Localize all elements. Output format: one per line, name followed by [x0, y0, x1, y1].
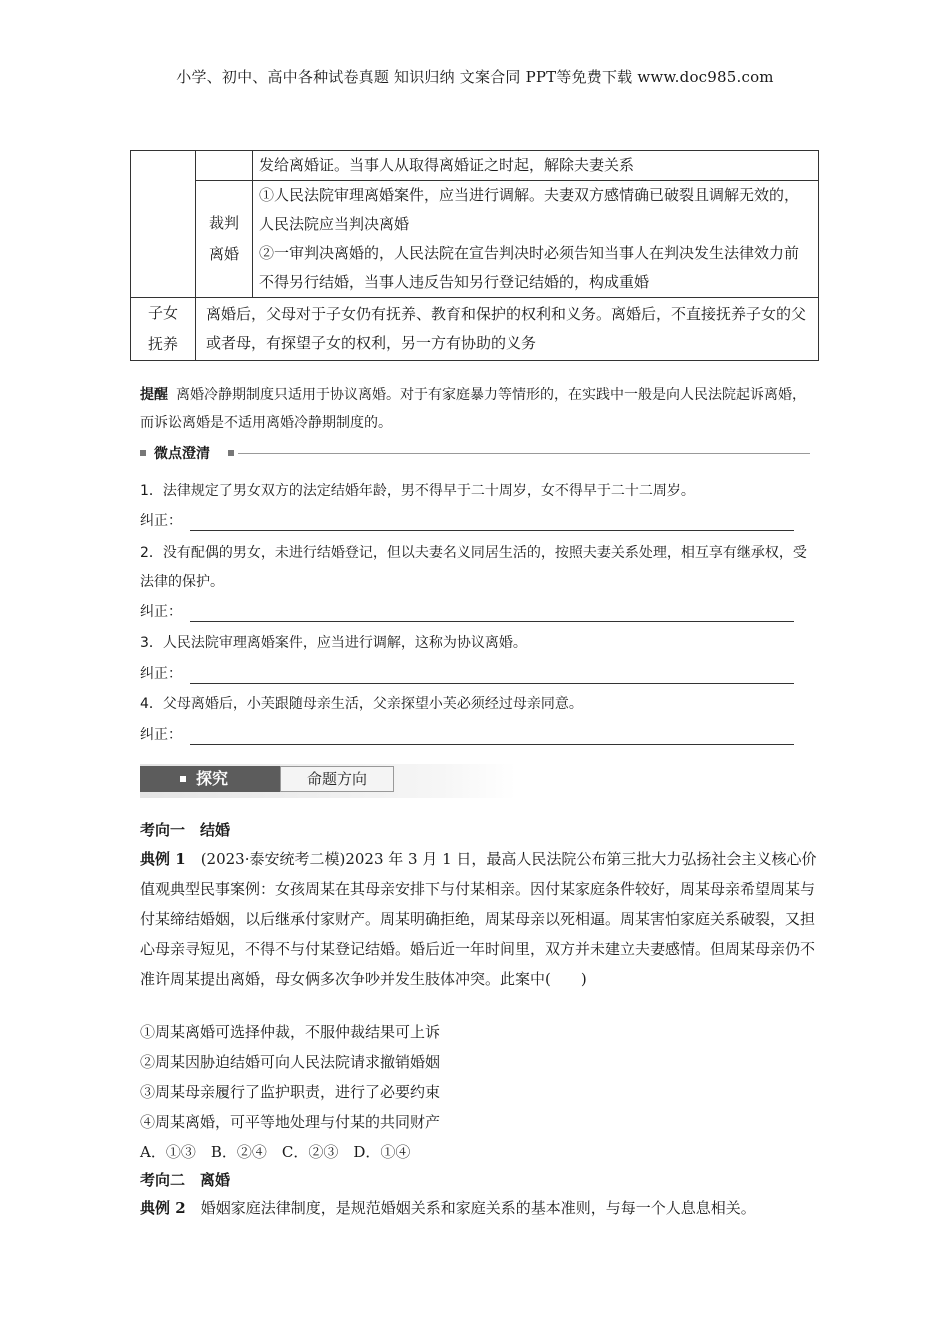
table-row	[131, 151, 819, 181]
correction-line	[140, 724, 182, 746]
correction-line	[140, 601, 182, 623]
clarify-item-2: 2．没有配偶的男女，未进行结婚登记，但以夫妻名义同居生活的，按照夫妻关系处理，相互享有继承权，受法律的保护。	[140, 545, 807, 590]
table-paragraph: ②一审判决离婚的，人民法院在宣告判决时必须告知当事人在判决发生法律效力前不得另行结婚，当事人违反告知另行登记结婚的，构成重婚	[259, 244, 800, 291]
square-bullet-icon	[140, 450, 146, 456]
clarify-item-1: 1．法律规定了男女双方的法定结婚年龄，男不得早于二十周岁，女不得早于二十二周岁。	[140, 483, 695, 499]
clarify-item-3: 3．人民法院审理离婚案件，应当进行调解，这称为协议离婚。	[140, 635, 527, 651]
direction-1-title: 考向一 结婚	[140, 821, 231, 839]
table-cell: 发给离婚证。当事人从取得离婚证之时起，解除夫妻关系	[253, 151, 819, 181]
banner-direction: 命题方向	[280, 766, 394, 792]
option-item: ②周某因胁迫结婚可向人民法院请求撤销婚姻	[140, 1053, 441, 1071]
row-label-judicial-divorce: 裁判离婚	[208, 214, 239, 263]
table-cell-empty	[196, 151, 253, 181]
option-item: ①周某离婚可选择仲裁，不服仲裁结果可上诉	[140, 1023, 441, 1041]
answer-blank[interactable]	[190, 530, 794, 531]
correction-label: 纠正：	[140, 666, 182, 682]
options-list	[140, 1017, 820, 1167]
correction-label: 纠正：	[140, 513, 182, 529]
correction-label: 纠正：	[140, 727, 182, 743]
row-label-child-support: 子女抚养	[147, 304, 178, 353]
example-2-text: 婚姻家庭法律制度，是规范婚姻关系和家庭关系的基本准则，与每一个人息息相关。	[200, 1199, 756, 1217]
direction-2-title: 考向二 离婚	[140, 1171, 231, 1189]
section-header-clarify	[140, 444, 810, 464]
page-header: 小学、初中、高中各种试卷真题 知识归纳 文案合同 PPT等免费下载 www.doc985.com	[176, 68, 774, 86]
correction-line	[140, 510, 182, 532]
banner-explore	[140, 766, 280, 792]
banner-explore-label: 探究	[196, 769, 229, 788]
square-bullet-icon	[180, 776, 186, 782]
square-bullet-icon	[228, 450, 234, 456]
option-item: ④周某离婚，可平等地处理与付某的共同财产	[140, 1113, 441, 1131]
table-row	[131, 181, 819, 298]
example-1	[140, 844, 820, 994]
correction-line	[140, 663, 182, 685]
table-row-label	[196, 181, 253, 298]
correction-label: 纠正：	[140, 604, 182, 620]
answer-blank[interactable]	[190, 621, 794, 622]
table-row-label	[131, 298, 196, 361]
reminder-note	[140, 381, 812, 437]
explore-banner	[140, 764, 516, 798]
reminder-label: 提醒	[140, 387, 168, 403]
table-row	[131, 298, 819, 361]
table-cell: 离婚后，父母对于子女仍有抚养、教育和保护的权利和义务。离婚后，不直接抚养子女的父或者母，有探望子女的权利，另一方有协助的义务	[196, 298, 819, 361]
divider	[238, 453, 810, 454]
example-2-label: 典例 2	[140, 1199, 186, 1217]
table-cell-empty	[131, 151, 196, 298]
example-2	[140, 1193, 820, 1223]
example-1-label: 典例 1	[140, 850, 186, 868]
table-cell	[253, 181, 819, 298]
clarify-item-4: 4．父母离婚后，小芙跟随母亲生活，父亲探望小芙必须经过母亲同意。	[140, 696, 583, 712]
example-1-text: (2023·泰安统考二模)2023 年 3 月 1 日，最高人民法院公布第三批大力弘扬社会主义核心价值观典型民事案例：女孩周某在其母亲安排下与付某相亲。因付某家庭条件较好，周某母亲希望周某与付某缔结婚姻，以后继承付家财产。周某明确拒绝，周某母亲以死相逼。周某害怕家庭关系破裂，又担心母亲寻短见，不得不与付某登记结婚。婚后近一年时间里，双方并未建立夫妻感情。但周某母亲仍不准许周某提出离婚，母女俩多次争吵并发生肢体冲突。此案中( )	[140, 850, 817, 988]
answer-choices: A．①③ B．②④ C．②③ D．①④	[140, 1143, 411, 1161]
answer-blank[interactable]	[190, 744, 794, 745]
law-table	[130, 150, 819, 361]
section-title: 微点澄清	[154, 446, 210, 462]
option-item: ③周某母亲履行了监护职责，进行了必要约束	[140, 1083, 441, 1101]
reminder-text: 离婚冷静期制度只适用于协议离婚。对于有家庭暴力等情形的，在实践中一般是向人民法院起诉离婚，而诉讼离婚是不适用离婚冷静期制度的。	[140, 387, 806, 431]
answer-blank[interactable]	[190, 683, 794, 684]
table-paragraph: ①人民法院审理离婚案件，应当进行调解。夫妻双方感情确已破裂且调解无效的，人民法院应当判决离婚	[259, 186, 800, 233]
